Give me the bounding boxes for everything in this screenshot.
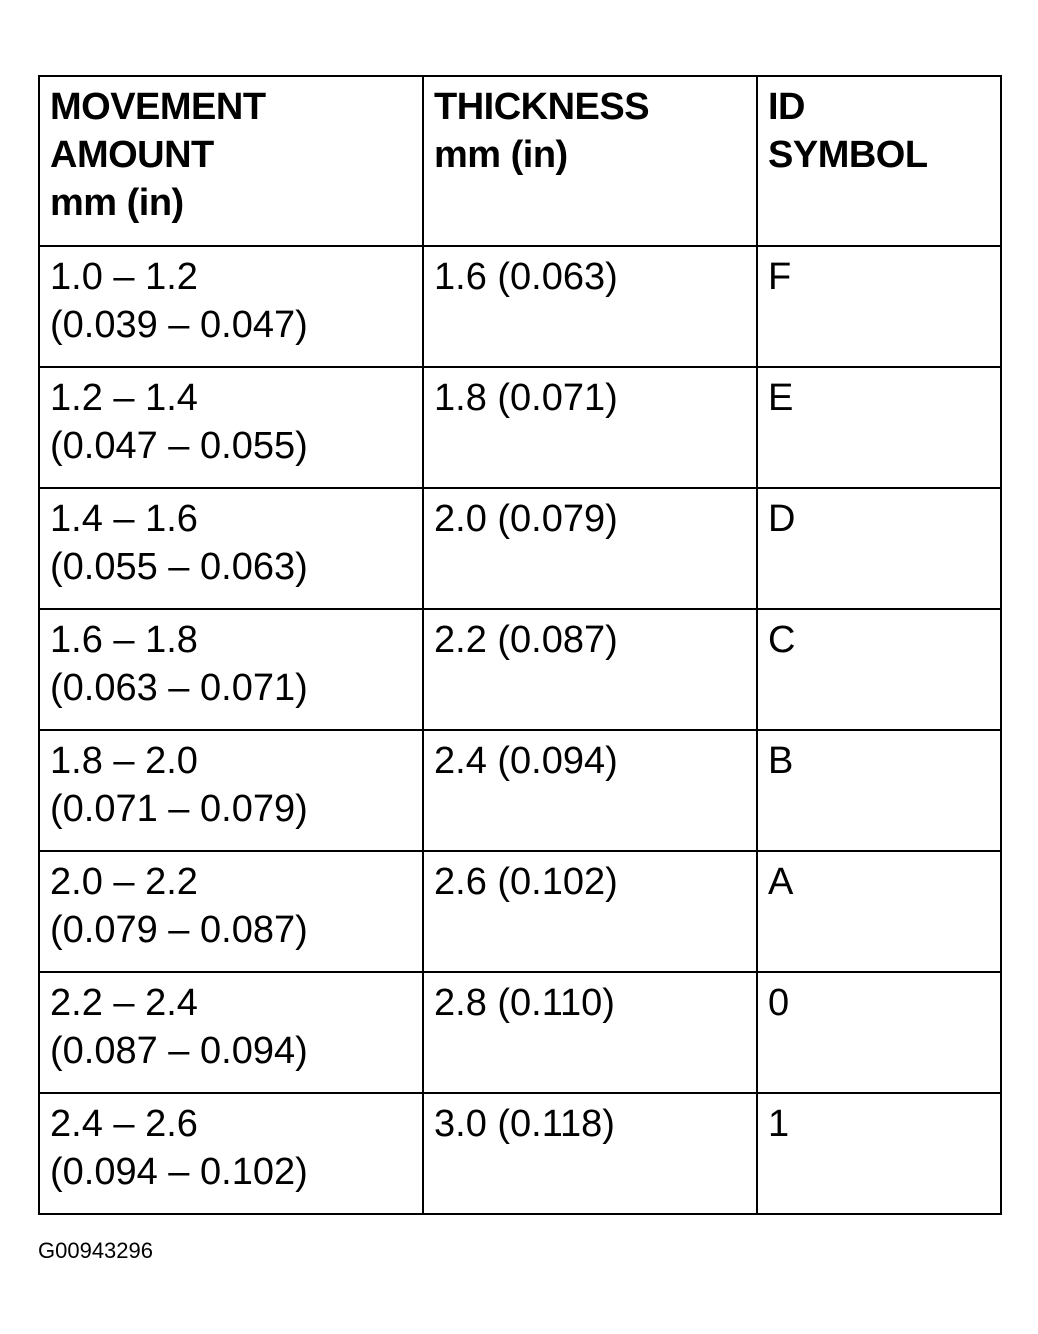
id-symbol-cell: C [757,609,1001,730]
movement-in: (0.071 – 0.079) [50,788,308,830]
figure-id: G00943296 [38,1238,153,1263]
thickness-cell: 2.4 (0.094) [423,730,757,851]
header-line: ID [768,86,805,128]
movement-cell [39,367,423,488]
movement-mm: 2.2 – 2.4 [50,982,198,1024]
header-id-symbol [757,76,1001,246]
movement-mm: 1.4 – 1.6 [50,498,198,540]
id-symbol-cell: A [757,851,1001,972]
movement-in: (0.055 – 0.063) [50,546,308,588]
id-symbol-cell: F [757,246,1001,367]
thickness-cell: 2.2 (0.087) [423,609,757,730]
movement-in: (0.094 – 0.102) [50,1151,308,1193]
id-symbol-cell: E [757,367,1001,488]
movement-cell [39,609,423,730]
id-symbol-cell: D [757,488,1001,609]
movement-in: (0.079 – 0.087) [50,909,308,951]
thickness-cell: 2.0 (0.079) [423,488,757,609]
table-row [39,367,1001,488]
movement-cell [39,246,423,367]
movement-cell [39,1093,423,1214]
movement-cell [39,972,423,1093]
header-line: mm (in) [434,134,568,176]
movement-mm: 2.0 – 2.2 [50,861,198,903]
movement-mm: 1.0 – 1.2 [50,256,198,298]
header-line: mm (in) [50,182,184,224]
header-line: MOVEMENT [50,86,266,128]
movement-mm: 1.6 – 1.8 [50,619,198,661]
thickness-cell: 3.0 (0.118) [423,1093,757,1214]
table-row [39,246,1001,367]
id-symbol-cell: 0 [757,972,1001,1093]
movement-in: (0.087 – 0.094) [50,1030,308,1072]
movement-mm: 2.4 – 2.6 [50,1103,198,1145]
table-row [39,730,1001,851]
table-row [39,972,1001,1093]
movement-cell [39,730,423,851]
shim-spec-table [38,75,1002,1215]
movement-cell [39,488,423,609]
thickness-cell: 1.6 (0.063) [423,246,757,367]
header-line: AMOUNT [50,134,214,176]
id-symbol-cell: 1 [757,1093,1001,1214]
header-line: SYMBOL [768,134,928,176]
movement-mm: 1.2 – 1.4 [50,377,198,419]
table-row [39,1093,1001,1214]
table-row [39,851,1001,972]
table-row [39,609,1001,730]
id-symbol-cell: B [757,730,1001,851]
thickness-cell: 1.8 (0.071) [423,367,757,488]
thickness-cell: 2.8 (0.110) [423,972,757,1093]
movement-in: (0.063 – 0.071) [50,667,308,709]
movement-in: (0.047 – 0.055) [50,425,308,467]
header-thickness [423,76,757,246]
movement-mm: 1.8 – 2.0 [50,740,198,782]
table-row [39,488,1001,609]
movement-cell [39,851,423,972]
header-movement-amount [39,76,423,246]
thickness-cell: 2.6 (0.102) [423,851,757,972]
movement-in: (0.039 – 0.047) [50,304,308,346]
header-line: THICKNESS [434,86,650,128]
header-row [39,76,1001,246]
